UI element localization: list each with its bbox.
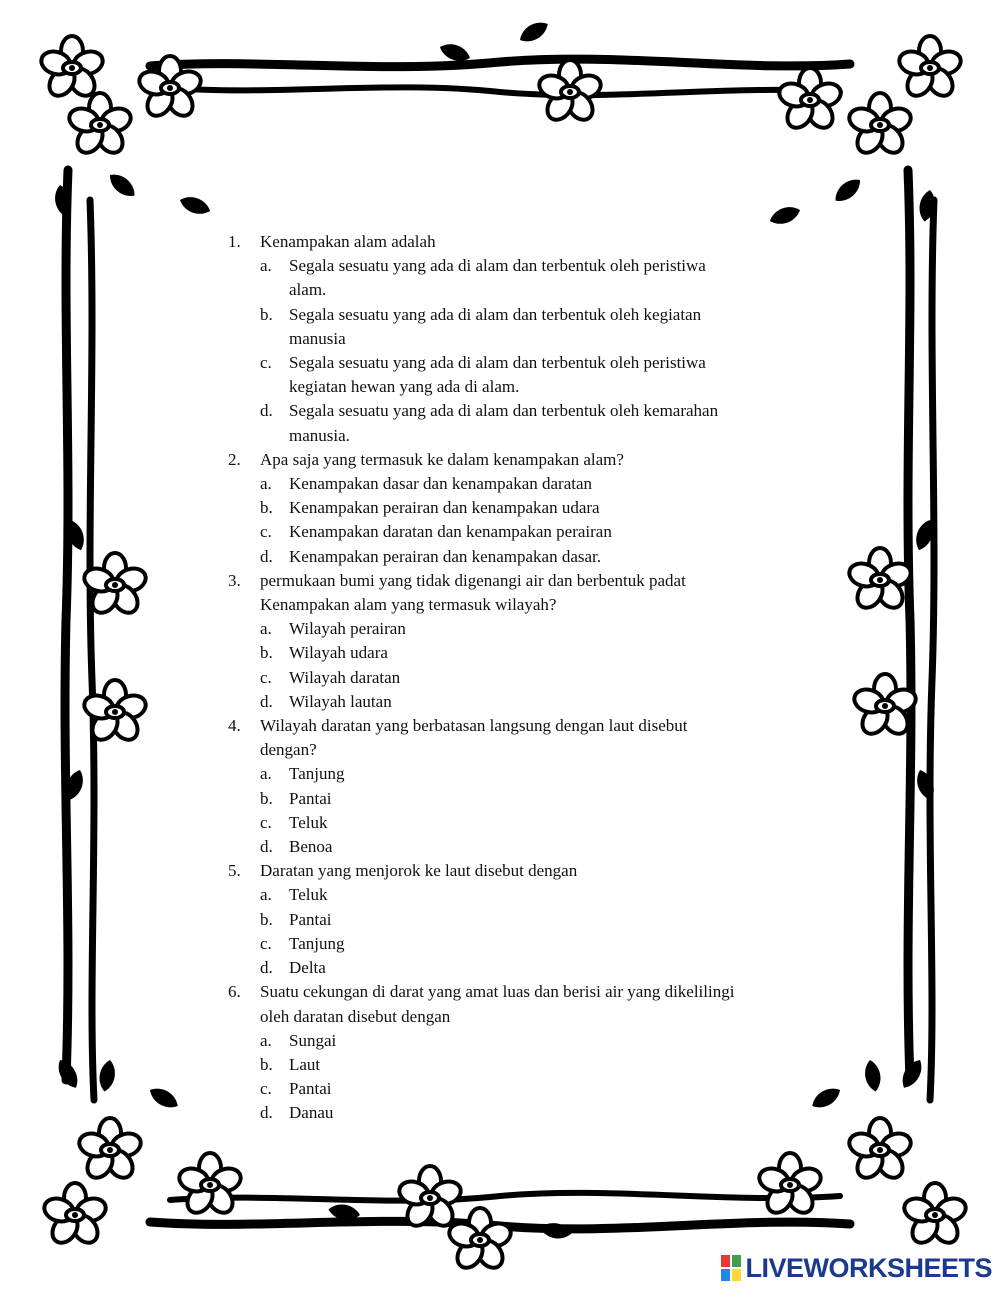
option-letter: b. [260, 304, 273, 324]
option-text-line: Pantai [289, 788, 332, 808]
option-text-line: Laut [289, 1054, 321, 1074]
option-letter: d. [260, 546, 273, 566]
option-letter: a. [260, 1030, 272, 1050]
option-text-line: Kenampakan perairan dan kenampakan dasar. [289, 546, 601, 566]
answer-option[interactable] [228, 1029, 788, 1053]
answer-option[interactable] [228, 908, 788, 932]
option-text-line: Segala sesuatu yang ada di alam dan terbentuk oleh kegiatan [289, 304, 702, 324]
question-text-line: dengan? [260, 740, 317, 760]
question-4 [228, 714, 788, 762]
left-side-flowers [62, 517, 149, 802]
corner-flowers-bottom-left [41, 1056, 243, 1247]
answer-option[interactable] [228, 666, 788, 690]
liveworksheets-branding [721, 1253, 992, 1283]
option-letter: b. [260, 498, 273, 518]
top-center-flowers [437, 18, 603, 125]
option-text-line: alam. [289, 280, 327, 300]
option-letter: c. [260, 812, 272, 832]
option-text-line: kegiatan hewan yang ada di alam. [289, 377, 520, 397]
question-6 [228, 980, 788, 1028]
question-text-line: oleh daratan disebut dengan [260, 1006, 451, 1026]
answer-option[interactable] [228, 811, 788, 835]
option-text-line: Wilayah daratan [289, 667, 401, 687]
option-letter: c. [260, 1079, 272, 1099]
option-letter: a. [260, 764, 272, 784]
answer-option[interactable] [228, 520, 788, 544]
option-text-line: Tanjung [289, 764, 345, 784]
question-text-line: Wilayah daratan yang berbatasan langsung dengan laut disebut [260, 716, 688, 736]
option-letter: d. [260, 691, 273, 711]
option-text-line: Wilayah udara [289, 643, 388, 663]
question-2 [228, 448, 788, 472]
option-text-line: manusia. [289, 425, 350, 445]
option-text-line: Teluk [289, 885, 328, 905]
option-text-line: Kenampakan daratan dan kenampakan perairan [289, 522, 612, 542]
answer-option[interactable] [228, 932, 788, 956]
option-text-line: Kenampakan dasar dan kenampakan daratan [289, 474, 593, 494]
option-text-line: Danau [289, 1103, 334, 1123]
answer-option[interactable] [228, 617, 788, 641]
option-text-line: Pantai [289, 1079, 332, 1099]
option-letter: b. [260, 909, 273, 929]
answer-option[interactable] [228, 399, 788, 447]
vine-right [908, 170, 934, 1100]
option-text-line: Benoa [289, 837, 333, 857]
liveworksheets-wordmark: LIVEWORKSHEETS [745, 1252, 992, 1283]
answer-option[interactable] [228, 496, 788, 520]
answer-option[interactable] [228, 956, 788, 980]
option-text-line: Sungai [289, 1030, 337, 1050]
right-side-flowers [846, 517, 938, 802]
option-text-line: Segala sesuatu yang ada di alam dan terbentuk oleh kemarahan [289, 401, 719, 421]
question-3 [228, 569, 788, 617]
question-5 [228, 859, 788, 883]
option-text-line: Segala sesuatu yang ada di alam dan terbentuk oleh peristiwa [289, 353, 706, 373]
liveworksheets-logo-icon [721, 1255, 741, 1281]
question-number: 6. [228, 982, 241, 1002]
option-text-line: Tanjung [289, 933, 345, 953]
question-number: 2. [228, 449, 241, 469]
worksheet-questions [228, 230, 788, 1126]
question-text-line: Kenampakan alam yang termasuk wilayah? [260, 595, 557, 615]
question-text-line: Apa saja yang termasuk ke dalam kenampakan alam? [260, 449, 624, 469]
answer-option[interactable] [228, 787, 788, 811]
option-letter: c. [260, 522, 272, 542]
question-text-line: Kenampakan alam adalah [260, 232, 436, 251]
question-text-line: Daratan yang menjorok ke laut disebut dengan [260, 861, 578, 881]
option-letter: a. [260, 885, 272, 905]
answer-option[interactable] [228, 762, 788, 786]
option-text-line: Wilayah lautan [289, 691, 392, 711]
answer-option[interactable] [228, 1053, 788, 1077]
option-letter: d. [260, 1103, 273, 1123]
option-letter: b. [260, 788, 273, 808]
question-text-line: Suatu cekungan di darat yang amat luas dan berisi air yang dikelilingi [260, 982, 735, 1002]
option-letter: b. [260, 643, 273, 663]
question-number: 5. [228, 861, 241, 881]
question-number: 3. [228, 570, 241, 590]
option-text-line: Pantai [289, 909, 332, 929]
option-letter: c. [260, 353, 272, 373]
option-letter: d. [260, 401, 273, 421]
answer-option[interactable] [228, 1077, 788, 1101]
answer-option[interactable] [228, 351, 788, 399]
option-letter: d. [260, 837, 273, 857]
option-letter: a. [260, 474, 272, 494]
vine-top [150, 59, 850, 95]
option-text-line: Kenampakan perairan dan kenampakan udara [289, 498, 600, 518]
question-number: 4. [228, 716, 241, 736]
option-text-line: Teluk [289, 812, 328, 832]
question-number: 1. [228, 232, 241, 251]
answer-option[interactable] [228, 254, 788, 302]
question-text-line: permukaan bumi yang tidak digenangi air dan berbentuk padat [260, 570, 686, 590]
option-letter: a. [260, 619, 272, 639]
option-text-line: Wilayah perairan [289, 619, 406, 639]
answer-option[interactable] [228, 545, 788, 569]
answer-option[interactable] [228, 472, 788, 496]
option-letter: c. [260, 933, 272, 953]
answer-option[interactable] [228, 690, 788, 714]
answer-option[interactable] [228, 1101, 788, 1125]
answer-option[interactable] [228, 641, 788, 665]
option-letter: a. [260, 256, 272, 276]
option-letter: d. [260, 958, 273, 978]
option-text-line: Segala sesuatu yang ada di alam dan terbentuk oleh peristiwa [289, 256, 706, 276]
answer-option[interactable] [228, 835, 788, 859]
option-text-line: Delta [289, 958, 326, 978]
question-1 [228, 230, 788, 254]
answer-option[interactable] [228, 303, 788, 351]
option-letter: c. [260, 667, 272, 687]
option-letter: b. [260, 1054, 273, 1074]
answer-option[interactable] [228, 883, 788, 907]
vine-left [65, 170, 94, 1100]
option-text-line: manusia [289, 328, 346, 348]
